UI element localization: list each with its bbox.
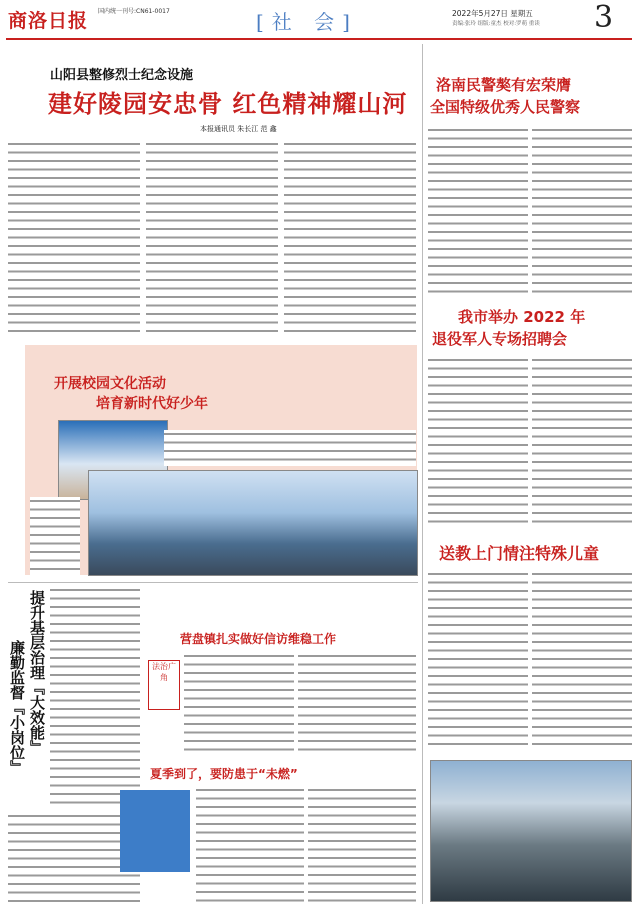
feature-headline-2: 培育新时代好少年 [96, 396, 208, 412]
right-low-body-col1 [428, 570, 528, 750]
teachers-visit-photo [430, 760, 632, 902]
summer-headline: 夏季到了，要防患于“未燃” [150, 767, 298, 781]
left-story-body-col1 [50, 586, 140, 806]
right-top-headline-1: 洛南民警獒有宏荣膺 [436, 76, 572, 94]
summer-body-col2 [308, 786, 416, 904]
vertical-headline-1: 提升基层治理『大效能』 [28, 590, 46, 755]
feature-headline-1: 开展校园文化活动 [54, 376, 166, 392]
middle-body-col1 [184, 652, 294, 756]
right-top-headline-2: 全国特级优秀人民警察 [430, 98, 581, 116]
fire-safety-badge [120, 790, 190, 872]
right-low-headline: 送教上门情注特殊儿童 [439, 544, 600, 563]
sports-meet-photo [88, 470, 418, 576]
lead-byline: 本报通讯员 朱长江 范 鑫 [200, 125, 277, 133]
right-top-body-col1 [428, 126, 528, 298]
header-rule [6, 38, 632, 40]
column-divider [422, 44, 423, 904]
summer-body-col1 [196, 786, 304, 904]
newspaper-logo: 商洛日报 [8, 10, 89, 32]
editor-credits: 责编:张玲 组版:童杰 校对:罗萌 重读 [452, 21, 540, 27]
middle-body-col2 [298, 652, 416, 756]
vertical-headline-2: 廉勤监督『小岗位』 [8, 640, 26, 775]
lead-kicker: 山阳县整修烈士纪念设施 [50, 68, 194, 83]
middle-headline: 营盘镇扎实做好信访维稳工作 [180, 632, 337, 646]
feature-caption-left [30, 497, 80, 575]
legal-badge: 法治广角 [148, 660, 180, 710]
issn-code: 国内统一刊号:CN61-0017 [98, 8, 170, 15]
right-mid-body-col2 [532, 356, 632, 528]
right-low-body-col2 [532, 570, 632, 750]
issue-date: 2022年5月27日 星期五 [452, 9, 533, 18]
right-top-body-col2 [532, 126, 632, 298]
section-title: [社 会] [256, 10, 358, 34]
lead-body-col1 [8, 140, 140, 336]
right-mid-headline-1: 我市举办 2022 年 [458, 308, 586, 326]
lead-headline: 建好陵园安忠骨 红色精神耀山河 [48, 89, 408, 118]
right-mid-body-col1 [428, 356, 528, 528]
right-mid-headline-2: 退役军人专场招聘会 [432, 330, 568, 348]
lead-body-col3 [284, 140, 416, 336]
feature-caption-top [164, 430, 416, 466]
page-number: 3 [594, 0, 614, 35]
lead-body-col2 [146, 140, 278, 336]
section-rule [8, 582, 418, 583]
